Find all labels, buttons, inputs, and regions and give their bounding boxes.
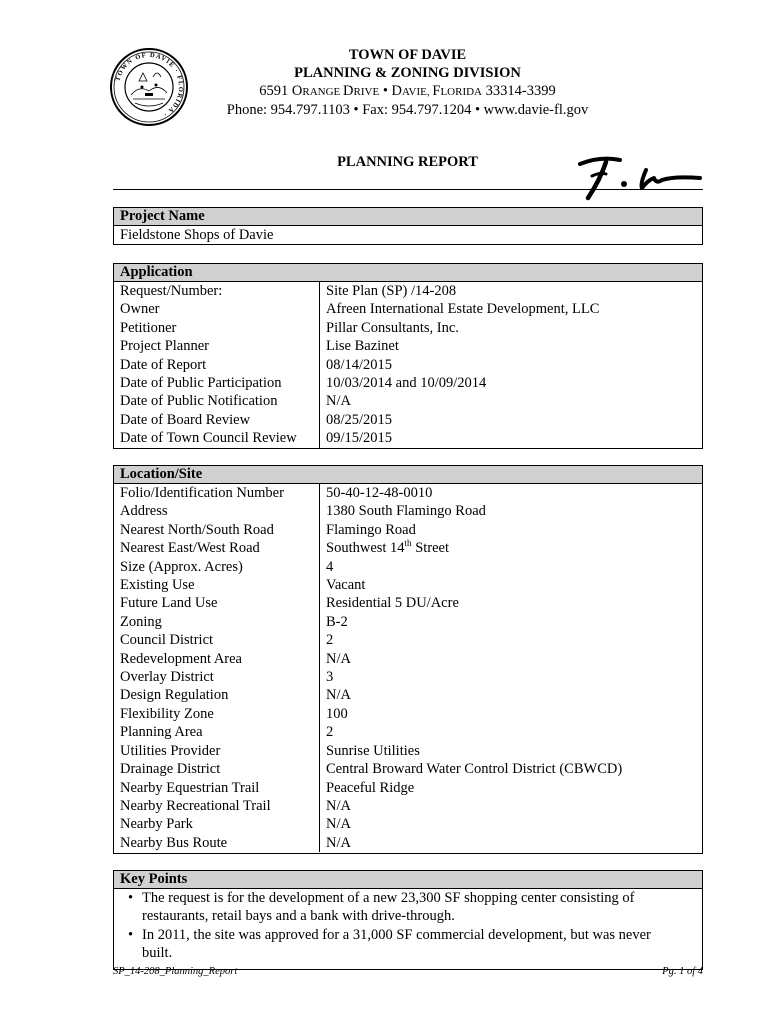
location-value: 100 [326,705,348,722]
location-label: Folio/Identification Number [120,485,284,501]
application-label: Request/Number: [120,283,223,299]
bullet-icon: • [128,926,134,943]
bullet-icon: • [128,890,134,906]
project-name-heading: Project Name [114,208,702,226]
location-label: Flexibility Zone [120,705,214,722]
application-heading: Application [114,264,702,282]
footer-page-number: Pg. 1 of 4 [662,966,703,977]
division-name: PLANNING & ZONING DIVISION [294,65,521,81]
town-name: TOWN OF DAVIE [348,47,467,63]
location-table [114,484,702,852]
application-label: Owner [120,301,160,318]
location-label: Nearby Equestrian Trail [120,779,260,796]
application-value: 08/14/2015 [326,356,393,373]
location-value: N/A [326,816,351,833]
application-value: Afreen International Estate Development, LLC [326,301,600,318]
location-label: Planning Area [120,724,203,741]
location-label: Existing Use [120,577,195,594]
location-value: Vacant [326,577,366,594]
application-label: Project Planner [120,338,209,355]
location-label: Address [120,503,168,520]
location-label: Zoning [120,613,162,630]
location-label: Size (Approx. Acres) [120,558,243,575]
location-value: 2 [326,724,334,741]
application-value: 09/15/2015 [326,430,393,447]
location-label: Nearest East/West Road [120,540,260,557]
location-value: N/A [326,834,351,851]
location-value: Southwest 14th Street [326,538,450,557]
town-seal-logo [109,47,189,127]
location-label: Redevelopment Area [120,650,242,667]
location-label: Nearest North/South Road [120,521,274,538]
application-value: Lise Bazinet [326,338,399,355]
location-value: N/A [326,687,351,704]
header-divider [113,189,703,190]
key-point-item: • In 2011, the site was approved for a 31,000 SF commercial development, but was never built. [128,926,651,962]
application-table [114,282,702,448]
location-value: Sunrise Utilities [326,742,420,759]
application-label: Date of Town Council Review [120,430,297,447]
location-value: Residential 5 DU/Acre [326,595,459,612]
application-value: 08/25/2015 [326,411,393,428]
location-value: 2 [326,632,334,649]
location-labels [114,484,320,852]
key-points-heading: Key Points [114,871,702,889]
location-label: Nearby Bus Route [120,834,228,851]
application-box [113,263,703,449]
location-value: B-2 [326,613,348,630]
location-label: Future Land Use [120,595,218,612]
key-points-box [113,870,703,970]
report-title: PLANNING REPORT [337,154,478,170]
project-name-value: Fieldstone Shops of Davie [120,227,274,243]
location-label: Nearby Recreational Trail [120,797,271,814]
handwritten-signature [570,150,710,206]
application-labels [114,282,320,448]
location-value: 3 [326,669,334,686]
location-label: Drainage District [120,761,221,778]
location-value: Flamingo Road [326,521,416,538]
location-value: N/A [326,650,351,667]
location-value: N/A [326,797,351,814]
application-value: 10/03/2014 and 10/09/2014 [326,375,487,392]
location-label: Utilities Provider [120,742,221,759]
application-label: Date of Public Participation [120,375,282,392]
location-site-box [113,465,703,854]
location-label: Overlay District [120,669,214,686]
location-value: 50-40-12-48-0010 [326,485,433,501]
division-contact: Phone: 954.797.1103 • Fax: 954.797.1204 • www.davie-fl.gov [226,102,589,118]
location-values [320,484,702,852]
application-value: Site Plan (SP) /14-208 [326,283,457,299]
application-label: Date of Report [120,356,207,373]
location-value: 4 [326,558,334,575]
location-value: 1380 South Flamingo Road [326,503,486,520]
location-label: Design Regulation [120,687,229,704]
division-address: 6591 ORANGE DRIVE • DAVIE, FLORIDA 33314-3399 [259,83,556,99]
svg-text:TOWN OF DAVIE · FLORIDA ·: TOWN OF DAVIE · FLORIDA · [114,51,185,119]
key-point-item: • The request is for the development of a new 23,300 SF shopping center consisting of restaurants, retail bays and a bank with drive-through. [128,890,635,925]
location-value: Peaceful Ridge [326,779,415,796]
location-label: Nearby Park [120,816,193,833]
application-values [320,282,702,448]
footer-filename: SP_14-208_Planning_Report [113,966,238,977]
application-label: Date of Board Review [120,411,251,428]
key-points-list [114,889,702,963]
application-value: N/A [326,393,351,410]
application-label: Petitioner [120,319,177,336]
location-value: Central Broward Water Control District (CBWCD) [326,761,623,778]
application-label: Date of Public Notification [120,393,278,410]
application-value: Pillar Consultants, Inc. [326,319,459,336]
location-label: Council District [120,632,214,649]
project-name-box [113,207,703,245]
document-header [190,46,625,119]
location-site-heading: Location/Site [114,466,702,484]
